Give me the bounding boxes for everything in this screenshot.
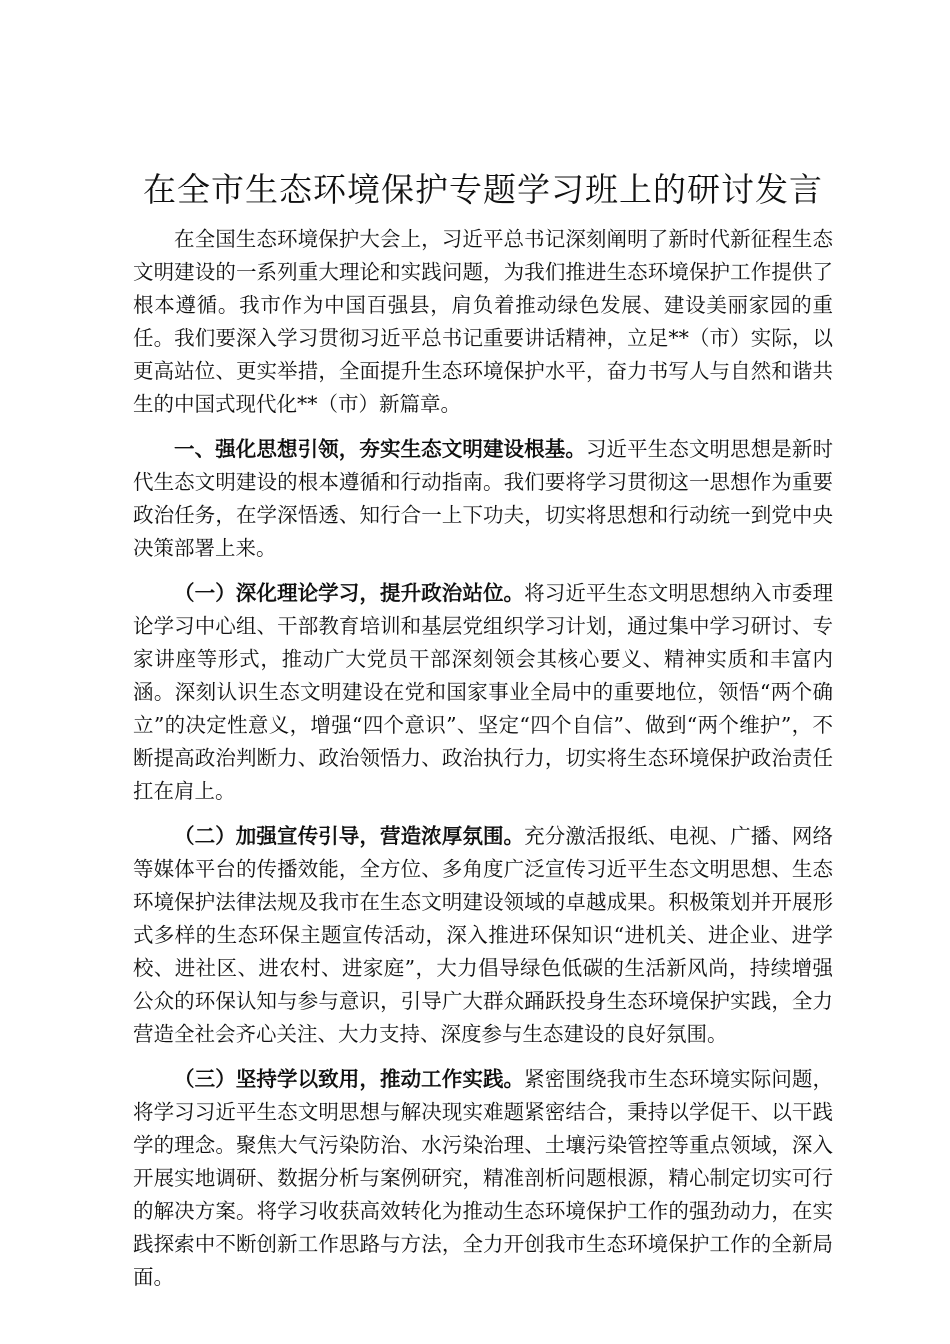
point-2-heading: （二）加强宣传引导，营造浓厚氛围。 xyxy=(174,824,525,848)
intro-paragraph: 在全国生态环境保护大会上，习近平总书记深刻阐明了新时代新征程生态文明建设的一系列重大理论和实践问题，为我们推进生态环境保护工作提供了根本遵循。我市作为中国百强县，肩负着推动绿色发展、建设美丽家园的重任。我们要深入学习贯彻习近平总书记重要讲话精神，立足**（市）实际，以更高站位、更实举措，全面提升生态环境保护水平，奋力书写人与自然和谐共生的中国式现代化**（市）新篇章。 xyxy=(133,227,833,416)
point-1-body: 将习近平生态文明思想纳入市委理论学习中心组、干部教育培训和基层党组织学习计划，通过集中学习研讨、专家讲座等形式，推动广大党员干部深刻领会其核心要义、精神实质和丰富内涵。深刻认识生态文明建设在党和国家事业全局中的重要地位，领悟“两个确立”的决定性意义，增强“四个意识”、坚定“四个自信”、做到“两个维护”，不断提高政治判断力、政治领悟力、政治执行力，切实将生态环境保护政治责任扛在肩上。 xyxy=(133,581,834,803)
point-3-paragraph xyxy=(133,1063,833,1294)
section-1-body: 习近平生态文明思想是新时代生态文明建设的根本遵循和行动指南。我们要将学习贯彻这一思想作为重要政治任务，在学深悟透、知行合一上下功夫，切实将思想和行动统一到党中央决策部署上来。 xyxy=(133,437,834,560)
point-2-body: 充分激活报纸、电视、广播、网络等媒体平台的传播效能，全方位、多角度广泛宣传习近平生态文明思想、生态环境保护法律法规及我市在生态文明建设领域的卓越成果。积极策划并开展形式多样的生态环保主题宣传活动，深入推进环保知识“进机关、进企业、进学校、进社区、进农村、进家庭”，大力倡导绿色低碳的生活新风尚，持续增强公众的环保认知与参与意识，引导广大群众踊跃投身生态环境保护实践，全力营造全社会齐心关注、大力支持、深度参与生态建设的良好氛围。 xyxy=(133,824,834,1046)
point-3-body: 紧密围绕我市生态环境实际问题，将学习习近平生态文明思想与解决现实难题紧密结合，秉持以学促干、以干践学的理念。聚焦大气污染防治、水污染治理、土壤污染管控等重点领域，深入开展实地调研、数据分析与案例研究，精准剖析问题根源，精心制定切实可行的解决方案。将学习收获高效转化为推动生态环境保护工作的强劲动力，在实践探索中不断创新工作思路与方法，全力开创我市生态环境保护工作的全新局面。 xyxy=(133,1067,834,1289)
point-2-paragraph xyxy=(133,820,833,1051)
document-title: 在全市生态环境保护专题学习班上的研讨发言 xyxy=(143,170,823,209)
point-1-heading: （一）深化理论学习，提升政治站位。 xyxy=(174,581,525,605)
point-3-heading: （三）坚持学以致用，推动工作实践。 xyxy=(174,1067,525,1091)
document-page xyxy=(133,165,833,1306)
section-1-heading: 一、强化思想引领，夯实生态文明建设根基。 xyxy=(174,437,586,461)
section-1-paragraph xyxy=(133,433,833,565)
point-1-paragraph xyxy=(133,577,833,808)
